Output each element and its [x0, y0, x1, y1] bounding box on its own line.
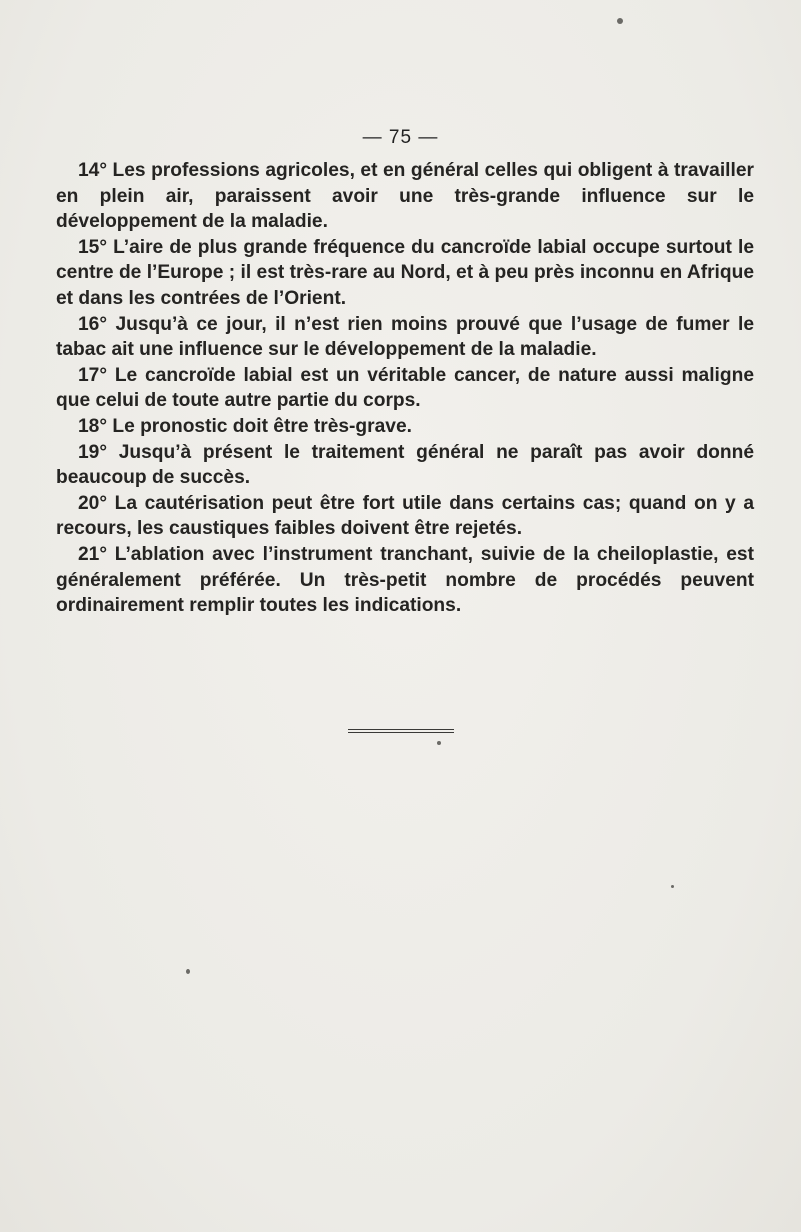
paper-speck: [671, 885, 674, 888]
closing-rule-line-top: [348, 729, 454, 730]
paper-speck: [617, 18, 623, 24]
paragraph-17: 17° Le cancroïde labial est un véritable cancer, de nature aussi maligne que celui de toute autre partie du corps.: [56, 364, 754, 412]
paragraph-21: 21° L’ablation avec l’instrument tranchant, suivie de la cheiloplastie, est généralement préférée. Un très-petit nombre de procédés peuvent ordinairement remplir toutes les indications.: [56, 543, 754, 617]
paragraph-20: 20° La cautérisation peut être fort utile dans certains cas; quand on y a recours, les caustiques faibles doivent être rejetés.: [56, 492, 754, 540]
paragraph-14: 14° Les professions agricoles, et en général celles qui obligent à travailler en plein air, paraissent avoir une très-grande influence sur le développement de la maladie.: [56, 160, 754, 233]
paragraph-15: 15° L’aire de plus grande fréquence du cancroïde labial occupe surtout le centre de l’Europe ; il est très-rare au Nord, et à peu près inconnu en Afrique et dans les contrées de l’Orient.: [56, 236, 754, 309]
paper-speck: [437, 741, 441, 745]
page-number: — 75 —: [362, 127, 439, 148]
closing-rule: [348, 729, 454, 733]
paragraph-16: 16° Jusqu’à ce jour, il n’est rien moins prouvé que l’usage de fumer le tabac ait une influence sur le développement de la maladie.: [56, 313, 754, 361]
closing-rule-line-bottom: [348, 732, 454, 733]
paper-speck: [186, 969, 190, 974]
paragraph-18: 18° Le pronostic doit être très-grave.: [78, 415, 412, 437]
body-text: [56, 158, 754, 619]
paragraph-19: 19° Jusqu’à présent le traitement général ne paraît pas avoir donné beaucoup de succès.: [56, 441, 754, 489]
